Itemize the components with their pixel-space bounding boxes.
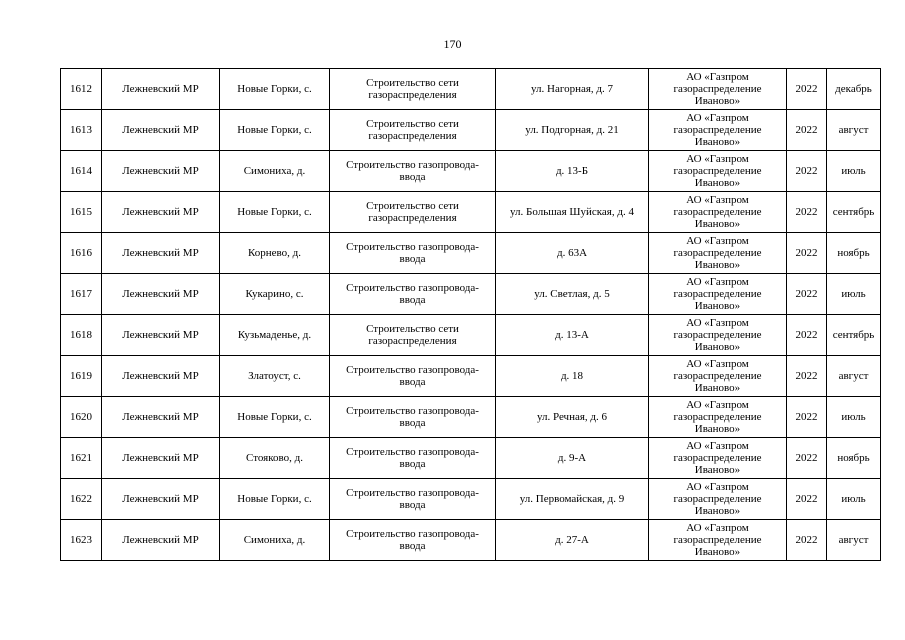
district-cell: Лежневский МР [102,69,220,110]
work-type-cell [330,479,496,520]
locality-cell: Новые Горки, с. [220,397,330,438]
month-cell: июль [827,397,881,438]
organization-line: АО «Газпром [686,194,749,206]
work-type-line: Строительство сети [366,200,459,212]
organization-line: Иваново» [694,382,741,394]
organization-line: АО «Газпром [686,112,749,124]
year-cell: 2022 [787,274,827,315]
year-cell: 2022 [787,438,827,479]
district-cell: Лежневский МР [102,479,220,520]
work-type-line: Строительство газопровода- [346,405,479,417]
address-cell: ул. Речная, д. 6 [496,397,649,438]
address-cell: ул. Подгорная, д. 21 [496,110,649,151]
organization-line: газораспределение [673,124,762,136]
address-cell: д. 18 [496,356,649,397]
district-cell: Лежневский МР [102,274,220,315]
month-cell: декабрь [827,69,881,110]
row-number-cell: 1615 [61,192,102,233]
organization-cell [649,69,787,110]
address-cell: ул. Первомайская, д. 9 [496,479,649,520]
organization-line: АО «Газпром [686,317,749,329]
district-cell: Лежневский МР [102,233,220,274]
work-type-line: Строительство газопровода- [346,241,479,253]
district-cell: Лежневский МР [102,151,220,192]
district-cell: Лежневский МР [102,438,220,479]
table-row [61,69,881,110]
address-cell: ул. Нагорная, д. 7 [496,69,649,110]
district-cell: Лежневский МР [102,110,220,151]
work-type-line: газораспределения [368,130,457,142]
row-number-cell: 1614 [61,151,102,192]
work-type-line: Строительство сети [366,323,459,335]
organization-cell [649,315,787,356]
month-cell: ноябрь [827,233,881,274]
organization-line: АО «Газпром [686,358,749,370]
work-type-line: Строительство газопровода- [346,282,479,294]
row-number-cell: 1622 [61,479,102,520]
month-cell: август [827,356,881,397]
organization-line: Иваново» [694,259,741,271]
locality-cell: Златоуст, с. [220,356,330,397]
work-type-line: ввода [399,294,426,306]
organization-line: АО «Газпром [686,522,749,534]
table-row [61,110,881,151]
work-type-line: газораспределения [368,89,457,101]
work-type-cell [330,274,496,315]
work-type-line: Строительство сети [366,77,459,89]
work-type-line: Строительство газопровода- [346,446,479,458]
organization-line: газораспределение [673,411,762,423]
locality-cell: Новые Горки, с. [220,110,330,151]
work-type-cell [330,69,496,110]
year-cell: 2022 [787,520,827,561]
gas-works-table [60,68,881,561]
organization-line: газораспределение [673,247,762,259]
year-cell: 2022 [787,233,827,274]
organization-line: газораспределение [673,329,762,341]
row-number-cell: 1619 [61,356,102,397]
organization-line: АО «Газпром [686,440,749,452]
district-cell: Лежневский МР [102,356,220,397]
table-row [61,438,881,479]
organization-line: АО «Газпром [686,71,749,83]
work-type-cell [330,315,496,356]
organization-line: Иваново» [694,546,741,558]
work-type-line: Строительство газопровода- [346,528,479,540]
district-cell: Лежневский МР [102,315,220,356]
table-row [61,397,881,438]
row-number-cell: 1621 [61,438,102,479]
organization-cell [649,192,787,233]
organization-line: Иваново» [694,464,741,476]
table-row [61,315,881,356]
table-row [61,151,881,192]
work-type-cell [330,356,496,397]
address-cell: д. 27-А [496,520,649,561]
month-cell: июль [827,274,881,315]
row-number-cell: 1620 [61,397,102,438]
work-type-line: Строительство газопровода- [346,159,479,171]
table-body [61,69,881,561]
organization-line: АО «Газпром [686,481,749,493]
organization-line: Иваново» [694,505,741,517]
organization-line: Иваново» [694,95,741,107]
district-cell: Лежневский МР [102,520,220,561]
address-cell: д. 9-А [496,438,649,479]
organization-cell [649,151,787,192]
organization-line: газораспределение [673,493,762,505]
row-number-cell: 1617 [61,274,102,315]
work-type-line: Строительство газопровода- [346,487,479,499]
organization-line: газораспределение [673,370,762,382]
locality-cell: Новые Горки, с. [220,192,330,233]
month-cell: июль [827,479,881,520]
work-type-cell [330,397,496,438]
row-number-cell: 1623 [61,520,102,561]
organization-line: газораспределение [673,83,762,95]
organization-line: Иваново» [694,341,741,353]
table-row [61,274,881,315]
organization-line: Иваново» [694,300,741,312]
year-cell: 2022 [787,192,827,233]
year-cell: 2022 [787,110,827,151]
work-type-line: ввода [399,458,426,470]
organization-line: газораспределение [673,288,762,300]
organization-line: АО «Газпром [686,399,749,411]
work-type-line: Строительство газопровода- [346,364,479,376]
locality-cell: Кузьмаденье, д. [220,315,330,356]
locality-cell: Кукарино, с. [220,274,330,315]
table-row [61,520,881,561]
organization-line: газораспределение [673,452,762,464]
work-type-cell [330,151,496,192]
organization-cell [649,520,787,561]
organization-cell [649,110,787,151]
address-cell: д. 13-А [496,315,649,356]
organization-line: АО «Газпром [686,276,749,288]
month-cell: август [827,520,881,561]
organization-line: Иваново» [694,177,741,189]
table-row [61,479,881,520]
locality-cell: Стояково, д. [220,438,330,479]
row-number-cell: 1616 [61,233,102,274]
organization-line: Иваново» [694,218,741,230]
organization-cell [649,479,787,520]
address-cell: д. 63А [496,233,649,274]
table-row [61,192,881,233]
row-number-cell: 1613 [61,110,102,151]
year-cell: 2022 [787,479,827,520]
address-cell: ул. Большая Шуйская, д. 4 [496,192,649,233]
locality-cell: Новые Горки, с. [220,69,330,110]
work-type-line: ввода [399,499,426,511]
work-type-line: газораспределения [368,335,457,347]
organization-line: газораспределение [673,206,762,218]
locality-cell: Симониха, д. [220,520,330,561]
month-cell: ноябрь [827,438,881,479]
table-row [61,233,881,274]
work-type-line: ввода [399,253,426,265]
work-type-line: ввода [399,417,426,429]
work-type-line: Строительство сети [366,118,459,130]
year-cell: 2022 [787,356,827,397]
work-type-line: ввода [399,171,426,183]
work-type-cell [330,438,496,479]
organization-cell [649,233,787,274]
organization-cell [649,356,787,397]
locality-cell: Симониха, д. [220,151,330,192]
work-type-cell [330,233,496,274]
address-cell: ул. Светлая, д. 5 [496,274,649,315]
address-cell: д. 13-Б [496,151,649,192]
work-type-cell [330,110,496,151]
organization-line: газораспределение [673,165,762,177]
year-cell: 2022 [787,151,827,192]
month-cell: июль [827,151,881,192]
row-number-cell: 1618 [61,315,102,356]
organization-cell [649,438,787,479]
organization-line: газораспределение [673,534,762,546]
locality-cell: Новые Горки, с. [220,479,330,520]
organization-line: АО «Газпром [686,235,749,247]
locality-cell: Корнево, д. [220,233,330,274]
year-cell: 2022 [787,69,827,110]
year-cell: 2022 [787,315,827,356]
district-cell: Лежневский МР [102,192,220,233]
page-number: 170 [443,37,462,51]
organization-cell [649,274,787,315]
work-type-cell [330,192,496,233]
work-type-line: ввода [399,540,426,552]
work-type-line: газораспределения [368,212,457,224]
organization-line: АО «Газпром [686,153,749,165]
year-cell: 2022 [787,397,827,438]
work-type-cell [330,520,496,561]
month-cell: август [827,110,881,151]
organization-line: Иваново» [694,136,741,148]
district-cell: Лежневский МР [102,397,220,438]
organization-line: Иваново» [694,423,741,435]
organization-cell [649,397,787,438]
month-cell: сентябрь [827,192,881,233]
month-cell: сентябрь [827,315,881,356]
row-number-cell: 1612 [61,69,102,110]
work-type-line: ввода [399,376,426,388]
table-row [61,356,881,397]
